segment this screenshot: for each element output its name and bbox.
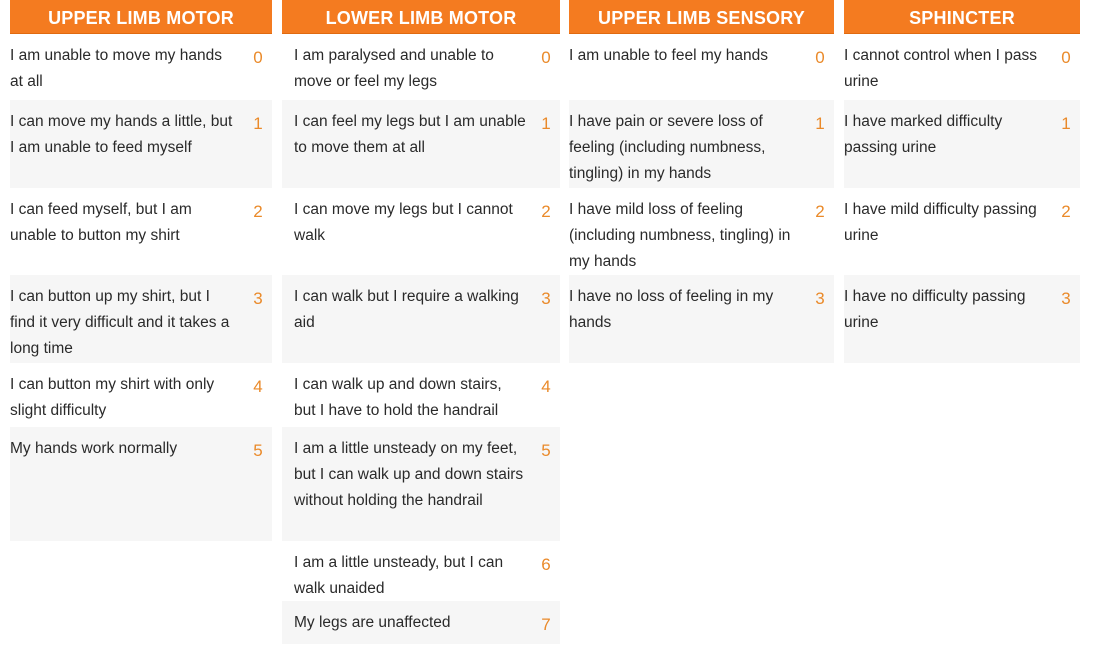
lower-limb-motor-row-6	[282, 541, 560, 601]
lower-limb-motor-row-0	[282, 34, 560, 100]
option-score: 0	[1061, 48, 1071, 67]
option-score: 4	[253, 377, 263, 396]
sphincter-row-2	[844, 188, 1080, 275]
lower-limb-motor-header: LOWER LIMB MOTOR	[282, 0, 560, 34]
option-score: 0	[541, 48, 551, 67]
sphincter-header: SPHINCTER	[844, 0, 1080, 34]
upper-limb-sensory-row-3	[569, 275, 834, 363]
upper-limb-motor-row-5	[10, 427, 272, 541]
option-text: My hands work normally	[10, 440, 178, 457]
sphincter-row-0	[844, 34, 1080, 100]
option-text: I have mild difficulty passing urine	[844, 201, 1037, 244]
sphincter-column	[844, 0, 1080, 363]
lower-limb-motor-row-5	[282, 427, 560, 541]
option-score: 3	[541, 289, 551, 308]
option-text: I am unable to feel my hands	[569, 47, 769, 64]
upper-limb-sensory-row-2	[569, 188, 834, 275]
lower-limb-motor-row-1	[282, 100, 560, 188]
upper-limb-sensory-row-1	[569, 100, 834, 188]
option-text: I am a little unsteady, but I can walk unaided	[294, 554, 504, 597]
option-text: I can feel my legs but I am unable to move them at all	[294, 113, 526, 156]
option-score: 3	[1061, 289, 1071, 308]
lower-limb-motor-column	[282, 0, 560, 644]
option-score: 1	[1061, 114, 1071, 133]
option-text: I can button up my shirt, but I find it very difficult and it takes a long time	[10, 288, 230, 357]
option-text: I am unable to move my hands at all	[10, 47, 222, 90]
sphincter-row-1	[844, 100, 1080, 188]
option-text: My legs are unaffected	[294, 614, 451, 631]
option-text: I have mild loss of feeling (including numbness, tingling) in my hands	[569, 201, 791, 270]
upper-limb-motor-row-1	[10, 100, 272, 188]
lower-limb-motor-row-3	[282, 275, 560, 363]
option-score: 0	[253, 48, 263, 67]
option-text: I have no difficulty passing urine	[844, 288, 1026, 331]
option-text: I can move my hands a little, but I am unable to feed myself	[10, 113, 233, 156]
option-text: I can walk up and down stairs, but I have to hold the handrail	[294, 376, 502, 419]
option-score: 5	[541, 441, 551, 460]
upper-limb-sensory-row-0	[569, 34, 834, 100]
option-score: 2	[815, 202, 825, 221]
option-text: I can feed myself, but I am unable to button my shirt	[10, 201, 192, 244]
option-score: 3	[815, 289, 825, 308]
option-text: I can move my legs but I cannot walk	[294, 201, 513, 244]
option-score: 2	[541, 202, 551, 221]
lower-limb-motor-row-4	[282, 363, 560, 427]
upper-limb-motor-header: UPPER LIMB MOTOR	[10, 0, 272, 34]
option-text: I cannot control when I pass urine	[844, 47, 1038, 90]
upper-limb-motor-row-0	[10, 34, 272, 100]
option-score: 3	[253, 289, 263, 308]
sphincter-row-3	[844, 275, 1080, 363]
option-text: I have marked difficulty passing urine	[844, 113, 1003, 156]
option-text: I have no loss of feeling in my hands	[569, 288, 774, 331]
option-score: 6	[541, 555, 551, 574]
option-text: I am a little unsteady on my feet, but I can walk up and down stairs without holding the handrail	[294, 440, 524, 509]
option-score: 5	[253, 441, 263, 460]
upper-limb-motor-row-2	[10, 188, 272, 275]
option-text: I can button my shirt with only slight difficulty	[10, 376, 215, 419]
option-score: 7	[541, 615, 551, 634]
lower-limb-motor-row-2	[282, 188, 560, 275]
option-score: 4	[541, 377, 551, 396]
option-score: 2	[1061, 202, 1071, 221]
option-score: 2	[253, 202, 263, 221]
option-text: I have pain or severe loss of feeling (including numbness, tingling) in my hands	[569, 113, 766, 182]
option-score: 1	[253, 114, 263, 133]
option-score: 0	[815, 48, 825, 67]
option-score: 1	[541, 114, 551, 133]
upper-limb-sensory-column	[569, 0, 834, 363]
upper-limb-motor-row-3	[10, 275, 272, 363]
lower-limb-motor-row-7	[282, 601, 560, 644]
option-text: I can walk but I require a walking aid	[294, 288, 519, 331]
upper-limb-motor-column	[10, 0, 272, 541]
upper-limb-sensory-header: UPPER LIMB SENSORY	[569, 0, 834, 34]
option-text: I am paralysed and unable to move or feel my legs	[294, 47, 494, 90]
option-score: 1	[815, 114, 825, 133]
upper-limb-motor-row-4	[10, 363, 272, 427]
